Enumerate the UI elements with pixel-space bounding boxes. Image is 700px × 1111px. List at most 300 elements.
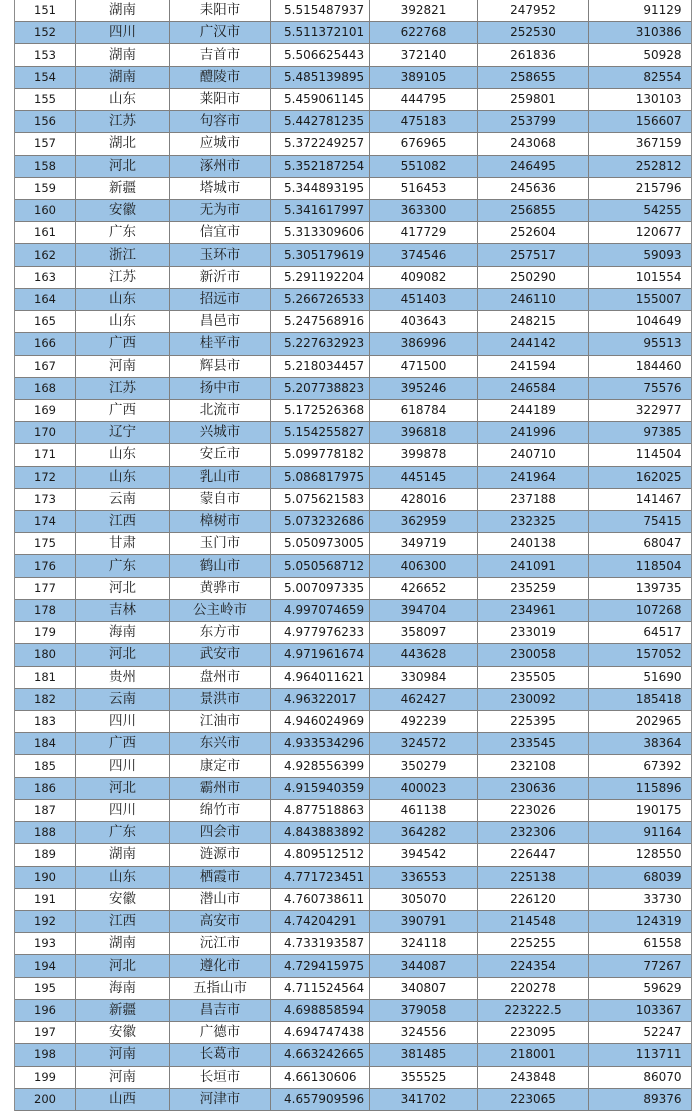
value2-cell: 258655 (478, 66, 589, 88)
value1-cell: 364282 (370, 822, 478, 844)
score-cell: 5.352187254 (271, 155, 370, 177)
city-cell: 扬中市 (170, 377, 271, 399)
table-row (15, 244, 692, 266)
value2-cell: 230058 (478, 644, 589, 666)
value1-cell: 336553 (370, 866, 478, 888)
table-row (15, 444, 692, 466)
value1-cell: 324572 (370, 733, 478, 755)
value3-cell: 139735 (589, 577, 693, 599)
score-cell: 5.313309606 (271, 222, 370, 244)
value1-cell: 330984 (370, 666, 478, 688)
city-cell: 招远市 (170, 288, 271, 310)
table-row (15, 311, 692, 333)
rank-cell: 191 (15, 888, 76, 910)
value3-cell: 91129 (589, 0, 693, 22)
table-row (15, 711, 692, 733)
province-cell: 河南 (76, 1066, 170, 1088)
rank-cell: 194 (15, 955, 76, 977)
rank-cell: 169 (15, 399, 76, 421)
value1-cell: 618784 (370, 399, 478, 421)
score-cell: 5.291192204 (271, 266, 370, 288)
city-cell: 东方市 (170, 622, 271, 644)
rank-cell: 197 (15, 1022, 76, 1044)
city-cell: 绵竹市 (170, 799, 271, 821)
table-row (15, 133, 692, 155)
city-cell: 武安市 (170, 644, 271, 666)
value3-cell: 103367 (589, 999, 693, 1021)
province-cell: 河南 (76, 355, 170, 377)
city-cell: 广德市 (170, 1022, 271, 1044)
city-cell: 玉门市 (170, 533, 271, 555)
table-row (15, 0, 692, 22)
score-cell: 5.050568712 (271, 555, 370, 577)
city-cell: 安丘市 (170, 444, 271, 466)
province-cell: 广西 (76, 399, 170, 421)
city-cell: 涿州市 (170, 155, 271, 177)
value1-cell: 395246 (370, 377, 478, 399)
value1-cell: 461138 (370, 799, 478, 821)
table-row (15, 155, 692, 177)
province-cell: 贵州 (76, 666, 170, 688)
table-row (15, 177, 692, 199)
value3-cell: 252812 (589, 155, 693, 177)
table-row (15, 533, 692, 555)
table-row (15, 577, 692, 599)
value1-cell: 403643 (370, 311, 478, 333)
value3-cell: 202965 (589, 711, 693, 733)
value3-cell: 190175 (589, 799, 693, 821)
value2-cell: 224354 (478, 955, 589, 977)
rank-cell: 168 (15, 377, 76, 399)
province-cell: 湖南 (76, 66, 170, 88)
rank-cell: 185 (15, 755, 76, 777)
value2-cell: 230092 (478, 688, 589, 710)
value3-cell: 184460 (589, 355, 693, 377)
rank-cell: 180 (15, 644, 76, 666)
table-row (15, 866, 692, 888)
rank-cell: 163 (15, 266, 76, 288)
score-cell: 5.506625443 (271, 44, 370, 66)
value1-cell: 324556 (370, 1022, 478, 1044)
province-cell: 安徽 (76, 1022, 170, 1044)
value3-cell: 130103 (589, 88, 693, 110)
value1-cell: 471500 (370, 355, 478, 377)
value1-cell: 406300 (370, 555, 478, 577)
province-cell: 江苏 (76, 266, 170, 288)
province-cell: 四川 (76, 22, 170, 44)
score-cell: 5.305179619 (271, 244, 370, 266)
rank-cell: 187 (15, 799, 76, 821)
city-cell: 潜山市 (170, 888, 271, 910)
score-cell: 5.073232686 (271, 511, 370, 533)
value3-cell: 120677 (589, 222, 693, 244)
ranking-table-body (15, 0, 692, 1110)
value1-cell: 344087 (370, 955, 478, 977)
table-row (15, 1088, 692, 1110)
province-cell: 安徽 (76, 199, 170, 221)
province-cell: 海南 (76, 622, 170, 644)
value3-cell: 162025 (589, 466, 693, 488)
rank-cell: 165 (15, 311, 76, 333)
value1-cell: 492239 (370, 711, 478, 733)
value1-cell: 400023 (370, 777, 478, 799)
value3-cell: 82554 (589, 66, 693, 88)
province-cell: 山东 (76, 288, 170, 310)
value3-cell: 107268 (589, 599, 693, 621)
table-row (15, 799, 692, 821)
province-cell: 湖南 (76, 0, 170, 22)
city-cell: 长垣市 (170, 1066, 271, 1088)
score-cell: 4.964011621 (271, 666, 370, 688)
table-row (15, 355, 692, 377)
city-cell: 河津市 (170, 1088, 271, 1110)
value1-cell: 443628 (370, 644, 478, 666)
score-cell: 4.977976233 (271, 622, 370, 644)
province-cell: 山东 (76, 88, 170, 110)
score-cell: 5.459061145 (271, 88, 370, 110)
rank-cell: 189 (15, 844, 76, 866)
value3-cell: 124319 (589, 910, 693, 932)
value3-cell: 75576 (589, 377, 693, 399)
value3-cell: 97385 (589, 422, 693, 444)
province-cell: 广东 (76, 822, 170, 844)
rank-cell: 199 (15, 1066, 76, 1088)
province-cell: 江西 (76, 910, 170, 932)
table-row (15, 44, 692, 66)
value2-cell: 252530 (478, 22, 589, 44)
table-row (15, 288, 692, 310)
table-row (15, 622, 692, 644)
value1-cell: 392821 (370, 0, 478, 22)
value2-cell: 223026 (478, 799, 589, 821)
rank-cell: 151 (15, 0, 76, 22)
value2-cell: 223222.5 (478, 999, 589, 1021)
city-cell: 盘州市 (170, 666, 271, 688)
value3-cell: 157052 (589, 644, 693, 666)
value2-cell: 225395 (478, 711, 589, 733)
value2-cell: 241594 (478, 355, 589, 377)
value3-cell: 185418 (589, 688, 693, 710)
value3-cell: 115896 (589, 777, 693, 799)
score-cell: 5.515487937 (271, 0, 370, 22)
table-row (15, 1022, 692, 1044)
value2-cell: 253799 (478, 111, 589, 133)
value3-cell: 64517 (589, 622, 693, 644)
value2-cell: 252604 (478, 222, 589, 244)
value3-cell: 59093 (589, 244, 693, 266)
value2-cell: 237188 (478, 488, 589, 510)
score-cell: 5.485139895 (271, 66, 370, 88)
table-row (15, 777, 692, 799)
city-cell: 桂平市 (170, 333, 271, 355)
value2-cell: 246495 (478, 155, 589, 177)
city-cell: 霸州市 (170, 777, 271, 799)
city-cell: 景洪市 (170, 688, 271, 710)
value3-cell: 50928 (589, 44, 693, 66)
rank-cell: 192 (15, 910, 76, 932)
rank-cell: 159 (15, 177, 76, 199)
province-cell: 云南 (76, 488, 170, 510)
province-cell: 河北 (76, 644, 170, 666)
rank-cell: 167 (15, 355, 76, 377)
province-cell: 河北 (76, 577, 170, 599)
province-cell: 吉林 (76, 599, 170, 621)
value1-cell: 428016 (370, 488, 478, 510)
ranking-table (15, 0, 692, 1111)
value3-cell: 101554 (589, 266, 693, 288)
value3-cell: 128550 (589, 844, 693, 866)
province-cell: 广西 (76, 333, 170, 355)
score-cell: 5.154255827 (271, 422, 370, 444)
province-cell: 山东 (76, 311, 170, 333)
score-cell: 5.511372101 (271, 22, 370, 44)
score-cell: 4.760738611 (271, 888, 370, 910)
value1-cell: 374546 (370, 244, 478, 266)
score-cell: 4.733193587 (271, 933, 370, 955)
table-row (15, 222, 692, 244)
value2-cell: 245636 (478, 177, 589, 199)
rank-cell: 157 (15, 133, 76, 155)
score-cell: 4.657909596 (271, 1088, 370, 1110)
value1-cell: 350279 (370, 755, 478, 777)
city-cell: 樟树市 (170, 511, 271, 533)
score-cell: 5.075621583 (271, 488, 370, 510)
province-cell: 四川 (76, 799, 170, 821)
score-cell: 4.933534296 (271, 733, 370, 755)
table-row (15, 399, 692, 421)
score-cell: 4.771723451 (271, 866, 370, 888)
city-cell: 五指山市 (170, 977, 271, 999)
score-cell: 4.946024969 (271, 711, 370, 733)
value2-cell: 243068 (478, 133, 589, 155)
province-cell: 云南 (76, 688, 170, 710)
table-row (15, 511, 692, 533)
score-cell: 5.086817975 (271, 466, 370, 488)
value1-cell: 355525 (370, 1066, 478, 1088)
rank-cell: 161 (15, 222, 76, 244)
rank-cell: 178 (15, 599, 76, 621)
score-cell: 4.915940359 (271, 777, 370, 799)
value1-cell: 372140 (370, 44, 478, 66)
value3-cell: 118504 (589, 555, 693, 577)
rank-cell: 193 (15, 933, 76, 955)
province-cell: 山东 (76, 444, 170, 466)
city-cell: 吉首市 (170, 44, 271, 66)
value2-cell: 241996 (478, 422, 589, 444)
value3-cell: 52247 (589, 1022, 693, 1044)
city-cell: 长葛市 (170, 1044, 271, 1066)
city-cell: 新沂市 (170, 266, 271, 288)
value1-cell: 417729 (370, 222, 478, 244)
value1-cell: 394704 (370, 599, 478, 621)
province-cell: 河北 (76, 955, 170, 977)
city-cell: 乳山市 (170, 466, 271, 488)
table-row (15, 844, 692, 866)
value3-cell: 113711 (589, 1044, 693, 1066)
value3-cell: 141467 (589, 488, 693, 510)
score-cell: 5.341617997 (271, 199, 370, 221)
value2-cell: 235259 (478, 577, 589, 599)
value1-cell: 390791 (370, 910, 478, 932)
province-cell: 广东 (76, 555, 170, 577)
city-cell: 蒙自市 (170, 488, 271, 510)
score-cell: 4.809512512 (271, 844, 370, 866)
value1-cell: 451403 (370, 288, 478, 310)
rank-cell: 156 (15, 111, 76, 133)
city-cell: 广汉市 (170, 22, 271, 44)
ranking-table-container (14, 0, 692, 1111)
province-cell: 四川 (76, 711, 170, 733)
province-cell: 江西 (76, 511, 170, 533)
table-row (15, 422, 692, 444)
city-cell: 无为市 (170, 199, 271, 221)
value2-cell: 233545 (478, 733, 589, 755)
table-row (15, 377, 692, 399)
value2-cell: 244189 (478, 399, 589, 421)
rank-cell: 184 (15, 733, 76, 755)
value2-cell: 259801 (478, 88, 589, 110)
rank-cell: 158 (15, 155, 76, 177)
rank-cell: 190 (15, 866, 76, 888)
city-cell: 醴陵市 (170, 66, 271, 88)
value2-cell: 235505 (478, 666, 589, 688)
value3-cell: 67392 (589, 755, 693, 777)
score-cell: 5.007097335 (271, 577, 370, 599)
value2-cell: 214548 (478, 910, 589, 932)
value3-cell: 75415 (589, 511, 693, 533)
value2-cell: 257517 (478, 244, 589, 266)
score-cell: 5.266726533 (271, 288, 370, 310)
city-cell: 栖霞市 (170, 866, 271, 888)
table-row (15, 199, 692, 221)
rank-cell: 153 (15, 44, 76, 66)
value1-cell: 362959 (370, 511, 478, 533)
score-cell: 4.928556399 (271, 755, 370, 777)
value3-cell: 68047 (589, 533, 693, 555)
city-cell: 昌吉市 (170, 999, 271, 1021)
value2-cell: 234961 (478, 599, 589, 621)
value1-cell: 462427 (370, 688, 478, 710)
province-cell: 山东 (76, 866, 170, 888)
score-cell: 5.442781235 (271, 111, 370, 133)
value1-cell: 396818 (370, 422, 478, 444)
province-cell: 广西 (76, 733, 170, 755)
province-cell: 新疆 (76, 177, 170, 199)
rank-cell: 179 (15, 622, 76, 644)
value1-cell: 386996 (370, 333, 478, 355)
rank-cell: 175 (15, 533, 76, 555)
score-cell: 5.172526368 (271, 399, 370, 421)
province-cell: 江苏 (76, 377, 170, 399)
value2-cell: 256855 (478, 199, 589, 221)
value2-cell: 248215 (478, 311, 589, 333)
table-row (15, 977, 692, 999)
city-cell: 东兴市 (170, 733, 271, 755)
rank-cell: 181 (15, 666, 76, 688)
rank-cell: 154 (15, 66, 76, 88)
city-cell: 高安市 (170, 910, 271, 932)
province-cell: 安徽 (76, 888, 170, 910)
city-cell: 应城市 (170, 133, 271, 155)
value1-cell: 475183 (370, 111, 478, 133)
table-row (15, 733, 692, 755)
score-cell: 5.247568916 (271, 311, 370, 333)
value3-cell: 322977 (589, 399, 693, 421)
city-cell: 玉环市 (170, 244, 271, 266)
score-cell: 5.227632923 (271, 333, 370, 355)
score-cell: 4.66130606 (271, 1066, 370, 1088)
city-cell: 辉县市 (170, 355, 271, 377)
value2-cell: 220278 (478, 977, 589, 999)
value3-cell: 59629 (589, 977, 693, 999)
table-row (15, 933, 692, 955)
province-cell: 广东 (76, 222, 170, 244)
value2-cell: 230636 (478, 777, 589, 799)
score-cell: 5.099778182 (271, 444, 370, 466)
value2-cell: 247952 (478, 0, 589, 22)
value1-cell: 622768 (370, 22, 478, 44)
value1-cell: 551082 (370, 155, 478, 177)
table-row (15, 755, 692, 777)
score-cell: 5.050973005 (271, 533, 370, 555)
value2-cell: 232306 (478, 822, 589, 844)
value3-cell: 54255 (589, 199, 693, 221)
value3-cell: 156607 (589, 111, 693, 133)
value2-cell: 232108 (478, 755, 589, 777)
score-cell: 4.877518863 (271, 799, 370, 821)
province-cell: 新疆 (76, 999, 170, 1021)
value3-cell: 51690 (589, 666, 693, 688)
table-row (15, 955, 692, 977)
province-cell: 湖南 (76, 44, 170, 66)
value3-cell: 77267 (589, 955, 693, 977)
value2-cell: 240138 (478, 533, 589, 555)
rank-cell: 182 (15, 688, 76, 710)
province-cell: 浙江 (76, 244, 170, 266)
value2-cell: 223095 (478, 1022, 589, 1044)
rank-cell: 177 (15, 577, 76, 599)
rank-cell: 174 (15, 511, 76, 533)
province-cell: 江苏 (76, 111, 170, 133)
rank-cell: 160 (15, 199, 76, 221)
table-row (15, 910, 692, 932)
city-cell: 莱阳市 (170, 88, 271, 110)
value3-cell: 215796 (589, 177, 693, 199)
value3-cell: 86070 (589, 1066, 693, 1088)
table-row (15, 888, 692, 910)
value2-cell: 218001 (478, 1044, 589, 1066)
value1-cell: 340807 (370, 977, 478, 999)
value1-cell: 426652 (370, 577, 478, 599)
value3-cell: 155007 (589, 288, 693, 310)
score-cell: 4.729415975 (271, 955, 370, 977)
value3-cell: 95513 (589, 333, 693, 355)
score-cell: 4.843883892 (271, 822, 370, 844)
score-cell: 5.207738823 (271, 377, 370, 399)
score-cell: 5.372249257 (271, 133, 370, 155)
rank-cell: 183 (15, 711, 76, 733)
table-row (15, 599, 692, 621)
score-cell: 4.711524564 (271, 977, 370, 999)
city-cell: 信宜市 (170, 222, 271, 244)
table-row (15, 111, 692, 133)
value1-cell: 445145 (370, 466, 478, 488)
value2-cell: 261836 (478, 44, 589, 66)
province-cell: 四川 (76, 755, 170, 777)
city-cell: 康定市 (170, 755, 271, 777)
city-cell: 鹤山市 (170, 555, 271, 577)
value3-cell: 310386 (589, 22, 693, 44)
